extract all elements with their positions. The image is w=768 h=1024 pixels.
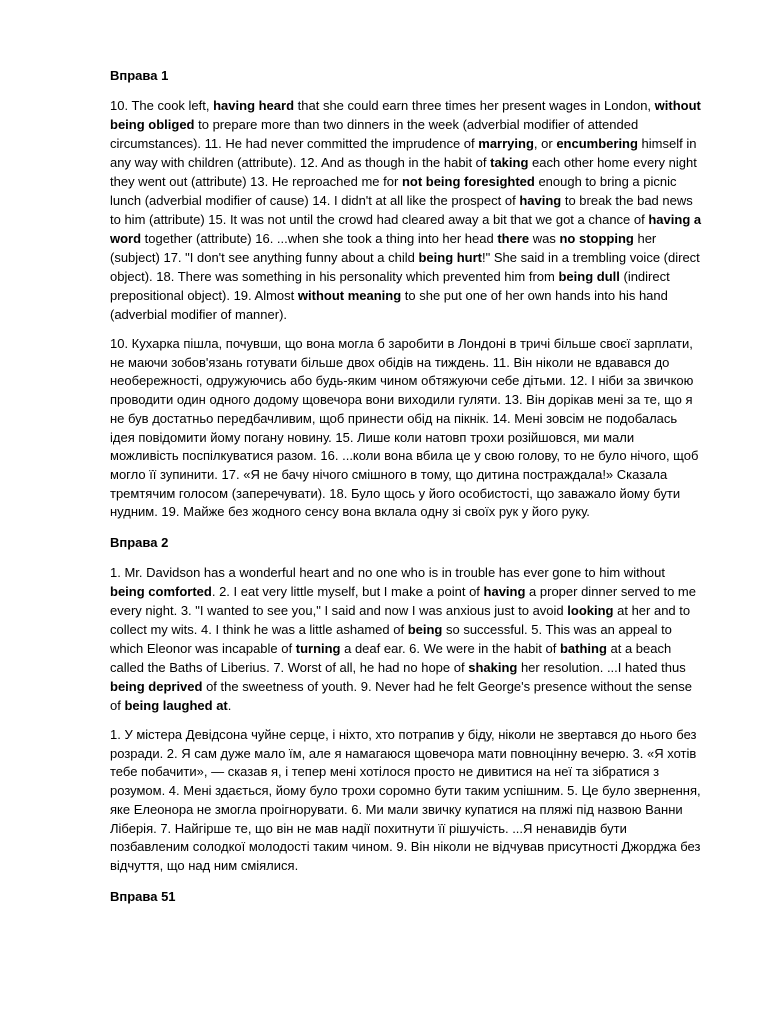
section-heading-2: Вправа 2 xyxy=(110,535,169,551)
text-run: together (attribute) 16. ...when she took a thing into her head xyxy=(141,231,498,246)
text-run: at her and to collect my wits. 4. I think he was a little ashamed of xyxy=(110,603,691,638)
bold-gerund-phrase: being laughed at xyxy=(124,698,228,714)
bold-gerund-phrase: not being foresighted xyxy=(401,174,535,189)
text-run: to she put one of her own hands into his hand (adverbial modifier of manner). xyxy=(110,288,668,322)
text-run: at a beach called the Baths of Liberius. 7. Worst of all, he had no hope of xyxy=(110,641,672,676)
text-run: so successful. 5. This was an appeal to which Eleonor was incapable of xyxy=(110,622,672,657)
text-run: each other home every night they went out (attribute) 13. He reproached me for xyxy=(110,155,697,189)
text-run: 10. The cook left, xyxy=(110,98,214,113)
text-run: . 2. I eat very little myself, but I make a point of xyxy=(211,584,484,600)
text-run: (indirect prepositional object). 19. Almost xyxy=(110,269,670,303)
text-run: was xyxy=(529,231,560,246)
bold-gerund-phrase: being xyxy=(407,622,443,638)
bold-gerund-phrase: taking xyxy=(490,155,529,170)
text-run: , or xyxy=(533,136,557,151)
text-run: to break the bad news to him (attribute) 15. It was not until the crowd had cleared away a bit that we got a chance of xyxy=(110,193,693,227)
section-2-ukrainian-paragraph: 1. У містера Девідсона чуйне серце, і ніхто, хто потрапив у біду, ніколи не звертався до нього без розради. 2. Я сам дуже мало їм, але я намагаюся щовечора мати повноцінну вечерю. 3. «Я хотів тебе побачити», — сказав я, і тепер мені хотілося просто не дивитися на неї та зібратися з розумом. 4. Мені здається, йому було трохи соромно бути таким успішним. 5. Це було звернення, яке Елеонора не змогла проігнорувати. 6. Ми мали звичку купатися на пляжі під назвою Ванни Ліберія. 7. Найгірше те, що він не мав надії похитнути її рішучість. ...Я ненавидів бути позбавленим солодкої молодості таким чином. 9. Він ніколи не відчував присутності Джорджа без відчуття, що над ним сміялися. xyxy=(110,727,701,873)
text-run: that she could earn three times her present wages in London, xyxy=(294,98,655,113)
bold-gerund-phrase: looking xyxy=(567,603,614,619)
bold-gerund-phrase: encumbering xyxy=(556,136,638,151)
bold-gerund-phrase: having a word xyxy=(110,212,702,246)
bold-gerund-phrase: there xyxy=(497,231,530,246)
bold-gerund-phrase: having xyxy=(483,584,526,600)
text-run: a deaf ear. 6. We were in the habit of xyxy=(340,641,560,657)
bold-gerund-phrase: being dull xyxy=(558,269,620,284)
bold-gerund-phrase: no stopping xyxy=(559,231,634,246)
bold-gerund-phrase: turning xyxy=(295,641,341,657)
bold-gerund-phrase: being comforted xyxy=(110,584,212,600)
document-page xyxy=(110,66,702,917)
bold-gerund-phrase: bathing xyxy=(559,641,607,657)
text-run: enough to bring a picnic lunch (adverbial modifier of cause) 14. I didn't at all like the prospect of xyxy=(110,174,677,208)
text-run: her (subject) 17. "I don't see anything funny about a child xyxy=(110,231,657,265)
bold-gerund-phrase: being deprived xyxy=(110,679,203,695)
text-run: of the sweetness of youth. 9. Never had he felt George's presence without the sense of xyxy=(110,679,693,714)
section-heading-3: Вправа 51 xyxy=(110,888,176,904)
bold-gerund-phrase: being hurt xyxy=(418,250,483,265)
text-run: her resolution. ...I hated thus xyxy=(517,660,686,676)
text-run: to prepare more than two dinners in the week (adverbial modifier of attended circumstances). 11. He had never committed the imprudence of xyxy=(110,117,639,151)
text-run: !" She said in a trembling voice (direct object). 18. There was something in his personality which prevented him from xyxy=(110,250,700,284)
section-1-ukrainian-paragraph: 10. Кухарка пішла, почувши, що вона могла б заробити в Лондоні в тричі більше своєї зарплати, не маючи зобов'язань готувати більше двох обідів на тиждень. 11. Він ніколи не вдавався до необережності, одружуючись або будь-яким чином обтяжуючи себе дітьми. 12. І ніби за звичкою проводити один одного додому щовечора вони виходили гуляти. 13. Він дорікав мені за те, що я не був достатньо передбачливим, щоб принести обід на пікнік. 14. Мені зовсім не подобалась ідея повідомити йому погану новину. 15. Лише коли натовп трохи розійшовся, ми мали можливість поспілкуватися разом. 16. ...коли вона вбила це у свою голову, то не було нічого, щоб могло її зупинити. 17. «Я не бачу нічого смішного в тому, що дитина постраждала!» Сказала тремтячим голосом (заперечувати). 18. Було щось у його особистості, що заважало йому бути нудним. 19. Майже без жодного сенсу вона вклала одну зі своїх рук у його руку. xyxy=(110,336,699,520)
text-run: a proper dinner served to me every night. 3. "I wanted to see you," I said and now I was anxious just to avoid xyxy=(110,584,696,619)
bold-gerund-phrase: marrying xyxy=(478,136,534,151)
text-run: himself in any way with children (attribute). 12. And as though in the habit of xyxy=(110,136,697,170)
text-run: 1. Mr. Davidson has a wonderful heart and no one who is in trouble has ever gone to him without xyxy=(110,565,665,581)
bold-gerund-phrase: having heard xyxy=(213,98,295,113)
section-1-english-paragraph xyxy=(110,96,702,324)
bold-gerund-phrase: without meaning xyxy=(297,288,402,303)
text-run: . xyxy=(227,698,232,714)
bold-gerund-phrase: having xyxy=(519,193,562,208)
section-heading-1: Вправа 1 xyxy=(110,68,169,83)
bold-gerund-phrase: without being obliged xyxy=(110,98,701,132)
section-2-english-paragraph xyxy=(110,563,702,715)
bold-gerund-phrase: shaking xyxy=(468,660,518,676)
